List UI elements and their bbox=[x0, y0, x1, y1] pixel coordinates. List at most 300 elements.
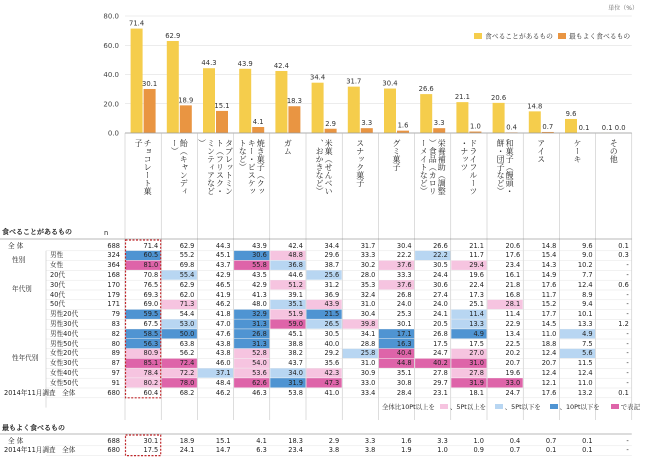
cell-value: 24.7 bbox=[433, 349, 448, 358]
cell-value: 17.6 bbox=[541, 280, 557, 289]
cell-value: 24.1 bbox=[179, 446, 195, 455]
cell-value: 42.9 bbox=[252, 280, 267, 289]
cell-value: 27.8 bbox=[469, 368, 484, 377]
y-tick-label: 60.0 bbox=[103, 41, 119, 50]
row-n: 89 bbox=[111, 349, 120, 358]
cell-value: 9.6 bbox=[582, 241, 593, 250]
data-label-series1: 14.8 bbox=[527, 102, 543, 111]
cell-value: 2.9 bbox=[328, 436, 340, 445]
cell-value: 24.0 bbox=[433, 300, 448, 309]
cell-value: 58.5 bbox=[143, 329, 159, 338]
cell-value: 30.4 bbox=[396, 241, 412, 250]
cell-value: 35.1 bbox=[288, 300, 303, 309]
row-n: 179 bbox=[107, 290, 120, 299]
category-label: ガム bbox=[283, 139, 293, 155]
cell-value: 31.3 bbox=[252, 319, 267, 328]
category-label: ケーキ bbox=[573, 139, 582, 163]
note-swatch bbox=[495, 404, 503, 409]
row-label: 40代 bbox=[50, 290, 65, 299]
legend-label: 食べることがあるもの bbox=[485, 32, 553, 41]
cell-value: 8.9 bbox=[582, 290, 593, 299]
category-label: 栄養補助（調整 bbox=[437, 139, 447, 195]
cell-value: 6.3 bbox=[256, 446, 267, 455]
cell-value: 69.8 bbox=[179, 261, 195, 270]
cell-value: 43.8 bbox=[215, 349, 231, 358]
data-label-series2: 3.3 bbox=[433, 119, 445, 128]
cell-value: 43.7 bbox=[288, 359, 303, 368]
cell-value: 0.9 bbox=[473, 446, 484, 455]
cell-value: 70.8 bbox=[143, 270, 159, 279]
cell-value: 54.4 bbox=[179, 310, 195, 319]
category-label: ト（フリスク・ bbox=[215, 139, 225, 195]
data-label-series2: 1.6 bbox=[397, 121, 409, 130]
cell-value: 47.6 bbox=[215, 329, 231, 338]
note-text: 、10Pt以下を bbox=[559, 402, 600, 411]
category-label: 米菓（せんべい bbox=[324, 139, 334, 195]
cell-value: 43.9 bbox=[324, 300, 340, 309]
cell-value: 60.4 bbox=[143, 388, 159, 397]
cell-value: 44.3 bbox=[215, 241, 231, 250]
cell-value: 14.3 bbox=[541, 261, 557, 270]
row-label: 男性30代 bbox=[50, 319, 79, 328]
row-label: 2014年11月調査 全体 bbox=[4, 388, 76, 397]
cell-value: 1.6 bbox=[401, 436, 412, 445]
cell-value: 1.0 bbox=[473, 436, 484, 445]
cell-value: 24.0 bbox=[396, 300, 412, 309]
row-label: 女性40代 bbox=[50, 368, 79, 377]
cell-value: 22.9 bbox=[505, 319, 521, 328]
cell-value: 13.3 bbox=[469, 319, 484, 328]
cell-value: 22.4 bbox=[469, 280, 484, 289]
cell-value: - bbox=[626, 329, 629, 338]
cell-value: 33.4 bbox=[360, 388, 376, 397]
cell-value: 30.6 bbox=[252, 251, 267, 260]
y-tick-label: 20.0 bbox=[103, 100, 119, 109]
category-label: タブレットミン bbox=[224, 139, 234, 195]
cell-value: 23.1 bbox=[433, 388, 448, 397]
cell-value: 52.8 bbox=[252, 349, 267, 358]
cell-value: 41.3 bbox=[252, 290, 267, 299]
cell-value: - bbox=[626, 290, 629, 299]
category-label: グミ菓子 bbox=[392, 139, 401, 171]
cell-value: 26.8 bbox=[433, 329, 448, 338]
cell-value: 56.2 bbox=[179, 349, 195, 358]
cell-value: 30.9 bbox=[360, 368, 376, 377]
row-n: 79 bbox=[111, 310, 120, 319]
cell-value: 12.1 bbox=[541, 378, 557, 387]
cell-value: 0.6 bbox=[618, 280, 629, 289]
note-text: 、5Pt以上を bbox=[450, 402, 486, 411]
row-label: 男性50代 bbox=[50, 339, 79, 348]
row-label: 女性 bbox=[50, 261, 64, 270]
cell-value: 29.7 bbox=[433, 378, 448, 387]
cell-value: 56.3 bbox=[143, 339, 159, 348]
category-label: 餅・団子など） bbox=[496, 139, 506, 195]
cell-value: 3.8 bbox=[364, 446, 376, 455]
legend-label: 最もよく食べるもの bbox=[569, 32, 631, 41]
cell-value: 71.4 bbox=[143, 241, 159, 250]
cell-value: 20.6 bbox=[505, 241, 521, 250]
category-label: 子 bbox=[134, 139, 144, 147]
cell-value: 78.4 bbox=[143, 368, 159, 377]
cell-value: 25.3 bbox=[396, 310, 412, 319]
data-label-series2: 0.4 bbox=[506, 123, 518, 132]
category-label: 和菓子（饅頭・ bbox=[505, 139, 515, 195]
row-label: 女性30代 bbox=[50, 359, 79, 368]
cell-value: 37.6 bbox=[396, 280, 412, 289]
note-swatch bbox=[611, 404, 619, 409]
y-tick-label: 0.0 bbox=[107, 129, 119, 138]
cell-value: 14.9 bbox=[541, 270, 557, 279]
cell-value: 5.6 bbox=[582, 349, 593, 358]
cell-value: 69.3 bbox=[143, 290, 159, 299]
cell-value: 30.1 bbox=[143, 436, 159, 445]
cell-value: - bbox=[626, 436, 629, 445]
row-n: 168 bbox=[107, 270, 120, 279]
cell-value: 31.7 bbox=[360, 241, 376, 250]
cell-value: 21.8 bbox=[505, 280, 521, 289]
cell-value: 11.7 bbox=[469, 251, 484, 260]
category-label: スナック菓子 bbox=[355, 139, 365, 187]
row-n: 91 bbox=[111, 378, 120, 387]
cell-value: 12.4 bbox=[577, 368, 593, 377]
category-label: ドライフルーツ bbox=[468, 139, 478, 195]
cell-value: 18.3 bbox=[288, 436, 303, 445]
cell-value: 40.2 bbox=[433, 359, 448, 368]
cell-value: 16.1 bbox=[505, 270, 521, 279]
row-label: 50代 bbox=[50, 300, 65, 309]
cell-value: 11.7 bbox=[541, 290, 557, 299]
cell-value: 39.8 bbox=[360, 319, 376, 328]
cell-value: 53.0 bbox=[179, 319, 195, 328]
cell-value: 17.5 bbox=[143, 446, 159, 455]
data-label-series1: 30.4 bbox=[382, 79, 398, 88]
cell-value: 72.2 bbox=[179, 368, 195, 377]
note-text: で表記 bbox=[620, 402, 640, 411]
cell-value: 85.1 bbox=[143, 359, 159, 368]
data-label-series1: 9.6 bbox=[565, 109, 577, 118]
row-n: 82 bbox=[111, 329, 120, 338]
cell-value: 26.8 bbox=[396, 290, 412, 299]
data-label-series1: 44.3 bbox=[201, 59, 217, 68]
cell-value: - bbox=[626, 270, 629, 279]
cell-value: 43.7 bbox=[215, 261, 231, 270]
cell-value: 55.4 bbox=[179, 270, 195, 279]
cell-value: 0.3 bbox=[618, 251, 629, 260]
cell-value: 11.4 bbox=[505, 310, 521, 319]
cell-value: 23.4 bbox=[288, 446, 303, 455]
y-tick-label: 40.0 bbox=[103, 71, 119, 79]
cell-value: 78.0 bbox=[179, 378, 195, 387]
cell-value: 48.0 bbox=[252, 300, 267, 309]
cell-value: 41.0 bbox=[324, 388, 340, 397]
row-n: 364 bbox=[107, 261, 120, 270]
cell-value: 46.3 bbox=[252, 388, 267, 397]
cell-value: 42.9 bbox=[215, 270, 231, 279]
category-label: ・ナッツ bbox=[459, 139, 469, 171]
cell-value: 68.2 bbox=[179, 388, 195, 397]
cell-value: - bbox=[626, 310, 629, 319]
cell-value: 22.2 bbox=[396, 251, 412, 260]
data-label-series2: 0.7 bbox=[542, 122, 554, 131]
cell-value: 30.1 bbox=[396, 319, 412, 328]
row-n: 170 bbox=[107, 280, 120, 289]
note-swatch bbox=[440, 404, 448, 409]
cell-value: 35.3 bbox=[360, 280, 376, 289]
cell-value: 36.8 bbox=[288, 261, 303, 270]
cell-value: 1.2 bbox=[618, 319, 629, 328]
cell-value: 26.6 bbox=[433, 241, 448, 250]
cell-value: 27.4 bbox=[433, 290, 448, 299]
cell-value: 20.7 bbox=[505, 359, 521, 368]
cell-value: 12.4 bbox=[541, 368, 557, 377]
cell-value: 44.6 bbox=[288, 270, 303, 279]
cell-value: 11.0 bbox=[541, 329, 557, 338]
data-label-series2: 3.3 bbox=[361, 119, 373, 128]
cell-value: 46.5 bbox=[215, 280, 231, 289]
cell-value: - bbox=[626, 368, 629, 377]
row-label: 全 体 bbox=[8, 436, 24, 445]
cell-value: 9.0 bbox=[582, 251, 593, 260]
cell-value: - bbox=[626, 359, 629, 368]
cell-value: 39.1 bbox=[288, 290, 303, 299]
data-label-series1: 0.1 bbox=[601, 123, 613, 132]
cell-value: 31.9 bbox=[288, 378, 303, 387]
cell-value: 0.1 bbox=[545, 446, 557, 455]
cell-value: 25.6 bbox=[324, 270, 340, 279]
cell-value: 38.2 bbox=[288, 349, 303, 358]
cell-value: 72.4 bbox=[179, 359, 195, 368]
data-label-series1: 20.6 bbox=[491, 93, 507, 102]
category-label: 飴（キャンディ bbox=[179, 139, 189, 195]
cell-value: 30.4 bbox=[360, 310, 376, 319]
cell-value: 48.8 bbox=[288, 251, 303, 260]
cell-value: 27.8 bbox=[433, 368, 448, 377]
cell-value: 7.7 bbox=[582, 270, 593, 279]
cell-value: 30.8 bbox=[396, 378, 412, 387]
cell-value: 41.8 bbox=[215, 310, 231, 319]
note-swatch bbox=[550, 404, 558, 409]
cell-value: 17.6 bbox=[541, 388, 557, 397]
cell-value: 3.8 bbox=[328, 446, 340, 455]
cell-value: 11.5 bbox=[577, 359, 593, 368]
data-label-series2: 18.9 bbox=[178, 96, 194, 105]
cell-value: 59.0 bbox=[288, 319, 303, 328]
category-label: ー） bbox=[170, 139, 180, 155]
category-label: ミンティアなど bbox=[206, 139, 216, 195]
data-label-series2: 0.1 bbox=[578, 123, 590, 132]
cell-value: 10.2 bbox=[577, 261, 593, 270]
cell-value: 18.8 bbox=[541, 339, 557, 348]
cell-value: 30.5 bbox=[324, 329, 340, 338]
cell-value: 15.1 bbox=[215, 436, 231, 445]
cell-value: 17.5 bbox=[469, 339, 484, 348]
cell-value: 62.0 bbox=[179, 290, 195, 299]
cell-value: 80.9 bbox=[143, 349, 159, 358]
data-label-series2: 4.1 bbox=[252, 118, 264, 127]
cell-value: 31.0 bbox=[360, 359, 376, 368]
cell-value: 29.2 bbox=[324, 349, 340, 358]
cell-value: 4.9 bbox=[473, 329, 484, 338]
data-label-series2: 30.1 bbox=[142, 79, 158, 88]
cell-value: 32.9 bbox=[252, 310, 267, 319]
data-label-series2: 1.0 bbox=[469, 122, 481, 131]
cell-value: 0.7 bbox=[545, 436, 557, 445]
cell-value: 55.2 bbox=[179, 251, 195, 260]
data-label-series2: 2.9 bbox=[325, 119, 337, 128]
data-label-series2: 18.3 bbox=[286, 97, 302, 106]
group-label: 性別 bbox=[12, 255, 26, 264]
cell-value: 41.9 bbox=[215, 290, 231, 299]
row-label: 男性 bbox=[50, 251, 64, 260]
cell-value: 28.8 bbox=[360, 339, 376, 348]
category-label: キー・ビスケッ bbox=[247, 139, 257, 195]
data-label-series1: 34.4 bbox=[310, 73, 326, 82]
cell-value: 69.0 bbox=[143, 300, 159, 309]
cell-value: 25.8 bbox=[360, 349, 376, 358]
category-label: チョコレート菓 bbox=[143, 139, 153, 195]
row-n: 688 bbox=[107, 436, 120, 445]
cell-value: 31.0 bbox=[360, 300, 376, 309]
cell-value: 19.6 bbox=[469, 270, 484, 279]
cell-value: 17.5 bbox=[433, 339, 448, 348]
cell-value: 28.0 bbox=[360, 270, 376, 279]
section-title: 最もよく食べるもの bbox=[2, 424, 65, 432]
cell-value: 20.2 bbox=[505, 349, 521, 358]
cell-value: 42.3 bbox=[324, 368, 340, 377]
cell-value: 34.0 bbox=[288, 368, 303, 377]
row-n: 324 bbox=[107, 251, 120, 260]
row-n: 87 bbox=[111, 359, 120, 368]
cell-value: 24.1 bbox=[433, 310, 448, 319]
cell-value: 1.0 bbox=[437, 446, 448, 455]
cell-value: 33.0 bbox=[505, 378, 521, 387]
cell-value: 22.5 bbox=[505, 339, 521, 348]
row-n: 680 bbox=[107, 446, 120, 455]
cell-value: 32.4 bbox=[360, 290, 376, 299]
cell-value: 53.8 bbox=[288, 388, 303, 397]
data-label-series1: 43.9 bbox=[237, 59, 253, 68]
cell-value: - bbox=[626, 349, 629, 358]
cell-value: 50.0 bbox=[179, 329, 195, 338]
data-label-series2: 0.0 bbox=[614, 124, 626, 132]
row-n: 688 bbox=[107, 241, 120, 250]
cell-value: 48.4 bbox=[215, 378, 231, 387]
cell-value: 71.3 bbox=[179, 300, 195, 309]
category-label: 焼き菓子（クッ bbox=[256, 139, 266, 195]
cell-value: 19.6 bbox=[505, 368, 521, 377]
cell-value: 47.0 bbox=[215, 319, 231, 328]
cell-value: 51.9 bbox=[288, 310, 303, 319]
cell-value: 40.0 bbox=[324, 339, 340, 348]
cell-value: 76.5 bbox=[143, 280, 159, 289]
cell-value: 22.2 bbox=[433, 251, 448, 260]
cell-value: 20.7 bbox=[541, 359, 557, 368]
cell-value: 11.4 bbox=[469, 310, 484, 319]
cell-value: 44.8 bbox=[396, 359, 412, 368]
cell-value: 3.3 bbox=[364, 436, 376, 445]
category-label: ーメイトなど） bbox=[419, 139, 429, 195]
cell-value: 54.0 bbox=[252, 359, 267, 368]
data-label-series1: 26.6 bbox=[418, 85, 434, 94]
cell-value: 43.5 bbox=[252, 270, 267, 279]
cell-value: 55.8 bbox=[252, 261, 267, 270]
cell-value: 43.8 bbox=[215, 339, 231, 348]
cell-value: 0.1 bbox=[582, 436, 593, 445]
cell-value: 42.4 bbox=[288, 241, 303, 250]
cell-value: 17.3 bbox=[469, 290, 484, 299]
cell-value: - bbox=[626, 378, 629, 387]
cell-value: 18.1 bbox=[469, 388, 484, 397]
cell-value: 26.8 bbox=[252, 329, 267, 338]
cell-value: 53.6 bbox=[252, 368, 267, 377]
cell-value: 62.6 bbox=[252, 378, 267, 387]
cell-value: 18.9 bbox=[179, 436, 195, 445]
cell-value: 80.2 bbox=[143, 378, 159, 387]
cell-value: 29.4 bbox=[469, 261, 484, 270]
cell-value: 15.4 bbox=[541, 251, 557, 260]
cell-value: 28.4 bbox=[396, 388, 412, 397]
cell-value: - bbox=[626, 446, 629, 455]
cell-value: 16.8 bbox=[505, 290, 521, 299]
cell-value: 20.5 bbox=[433, 319, 448, 328]
cell-value: 1.9 bbox=[401, 446, 412, 455]
cell-value: 33.3 bbox=[396, 270, 412, 279]
row-label: 男性20代 bbox=[50, 310, 79, 319]
cell-value: 0.1 bbox=[618, 241, 629, 250]
cell-value: 24.7 bbox=[505, 388, 521, 397]
cell-value: - bbox=[626, 339, 629, 348]
cell-value: 13.2 bbox=[577, 388, 593, 397]
unit-label: 単位（%） bbox=[608, 5, 638, 12]
cell-value: 3.3 bbox=[437, 436, 448, 445]
section-title: 食べることがあるもの bbox=[2, 228, 72, 236]
cell-value: 37.1 bbox=[215, 368, 231, 377]
data-label-series2: 15.1 bbox=[214, 101, 230, 110]
cell-value: 59.5 bbox=[143, 310, 159, 319]
cell-value: 31.2 bbox=[324, 280, 340, 289]
legend-note: 全体比10Pt以上を bbox=[382, 402, 435, 411]
cell-value: 21.5 bbox=[324, 310, 340, 319]
category-label: トなど） bbox=[238, 139, 248, 171]
group-label: 年代別 bbox=[12, 285, 32, 293]
cell-value: 46.2 bbox=[215, 300, 231, 309]
cell-value: 7.5 bbox=[582, 339, 593, 348]
cell-value: 31.9 bbox=[469, 378, 484, 387]
cell-value: 0.1 bbox=[582, 446, 593, 455]
cell-value: 46.0 bbox=[215, 359, 231, 368]
cell-value: 45.1 bbox=[215, 251, 231, 260]
cell-value: 9.4 bbox=[582, 300, 593, 309]
note-text: 、5Pt以下を bbox=[504, 402, 541, 411]
y-tick-label: 80.0 bbox=[103, 12, 119, 21]
cell-value: 62.9 bbox=[179, 241, 195, 250]
cell-value: - bbox=[626, 300, 629, 309]
row-n: 97 bbox=[111, 368, 120, 377]
cell-value: 28.1 bbox=[505, 300, 521, 309]
row-label: 男性40代 bbox=[50, 329, 79, 338]
cell-value: 30.5 bbox=[433, 261, 448, 270]
cell-value: 13.3 bbox=[577, 319, 593, 328]
cell-value: 4.1 bbox=[256, 436, 267, 445]
cell-value: 15.2 bbox=[541, 300, 557, 309]
cell-value: 40.4 bbox=[396, 349, 412, 358]
cell-value: 60.5 bbox=[143, 251, 159, 260]
data-label-series1: 71.4 bbox=[129, 19, 145, 28]
cell-value: 35.6 bbox=[324, 359, 340, 368]
row-label: 30代 bbox=[50, 280, 65, 289]
cell-value: 30.6 bbox=[433, 280, 448, 289]
